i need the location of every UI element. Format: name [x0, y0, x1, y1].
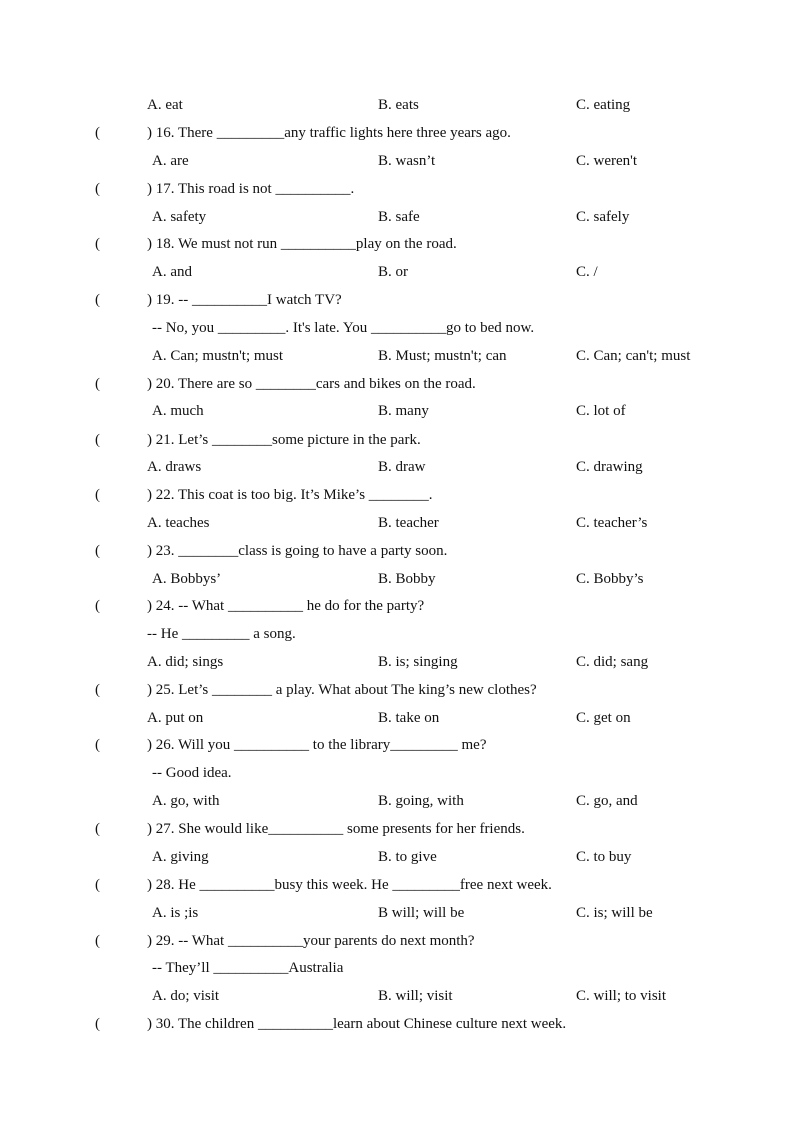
option-a: A. Bobbys’: [152, 571, 222, 587]
option-c: C. /: [576, 264, 598, 280]
question-16: [0, 123, 800, 143]
option-a: A. do; visit: [152, 988, 220, 1004]
options-row: [0, 847, 800, 867]
option-b: B. will; visit: [378, 988, 453, 1004]
question-response: -- He _________ a song.: [147, 626, 296, 642]
answer-paren: (: [95, 181, 100, 197]
question-21: [0, 430, 800, 450]
answer-paren: (: [95, 236, 100, 252]
option-c: C. go, and: [576, 793, 638, 809]
question-18: [0, 234, 800, 254]
question-subline: [0, 763, 800, 783]
option-b: B. going, with: [378, 793, 464, 809]
question-29: [0, 931, 800, 951]
answer-paren: (: [95, 1016, 100, 1032]
question-stem: ) 17. This road is not __________.: [147, 181, 355, 197]
option-c: C. will; to visit: [576, 988, 667, 1004]
option-c: C. get on: [576, 710, 631, 726]
option-a: A. go, with: [152, 793, 220, 809]
option-c: C. Bobby’s: [576, 571, 644, 587]
question-20: [0, 374, 800, 394]
option-a: A. eat: [147, 97, 183, 113]
question-subline: [0, 624, 800, 644]
option-b: B. wasn’t: [378, 153, 436, 169]
answer-paren: (: [95, 125, 100, 141]
question-stem: ) 19. -- __________I watch TV?: [147, 292, 342, 308]
option-a: A. giving: [152, 849, 209, 865]
options-row: [0, 151, 800, 171]
answer-paren: (: [95, 821, 100, 837]
options-row: [0, 457, 800, 477]
option-b: B. is; singing: [378, 654, 458, 670]
question-27: [0, 819, 800, 839]
question-stem: ) 20. There are so ________cars and bikes on the road.: [147, 376, 476, 392]
options-row: [0, 262, 800, 282]
options-row: [0, 791, 800, 811]
question-stem: ) 21. Let’s ________some picture in the park.: [147, 432, 421, 448]
option-a: A. and: [152, 264, 192, 280]
question-response: -- Good idea.: [152, 765, 232, 781]
option-a: A. put on: [147, 710, 204, 726]
answer-paren: (: [95, 598, 100, 614]
option-a: A. much: [152, 403, 204, 419]
option-a: A. teaches: [147, 515, 210, 531]
options-row: [0, 95, 800, 115]
option-a: A. did; sings: [147, 654, 224, 670]
answer-paren: (: [95, 543, 100, 559]
options-row: [0, 652, 800, 672]
question-19: [0, 290, 800, 310]
answer-paren: (: [95, 487, 100, 503]
option-c: C. to buy: [576, 849, 632, 865]
question-stem: ) 25. Let’s ________ a play. What about The king’s new clothes?: [147, 682, 537, 698]
option-b: B. take on: [378, 710, 440, 726]
option-b: B. to give: [378, 849, 437, 865]
options-row: [0, 986, 800, 1006]
option-c: C. weren't: [576, 153, 638, 169]
option-c: C. is; will be: [576, 905, 653, 921]
options-row: [0, 207, 800, 227]
option-a: A. safety: [152, 209, 207, 225]
question-stem: ) 30. The children __________learn about Chinese culture next week.: [147, 1016, 567, 1032]
question-stem: ) 23. ________class is going to have a party soon.: [147, 543, 448, 559]
option-a: A. are: [152, 153, 189, 169]
question-stem: ) 16. There _________any traffic lights here three years ago.: [147, 125, 511, 141]
options-row: [0, 708, 800, 728]
question-response: -- They’ll __________Australia: [152, 960, 344, 976]
options-row: [0, 346, 800, 366]
question-subline: [0, 318, 800, 338]
question-22: [0, 485, 800, 505]
question-stem: ) 27. She would like__________ some presents for her friends.: [147, 821, 525, 837]
option-c: C. drawing: [576, 459, 643, 475]
question-stem: ) 28. He __________busy this week. He _________free next week.: [147, 877, 552, 893]
options-row: [0, 401, 800, 421]
question-response: -- No, you _________. It's late. You __________go to bed now.: [152, 320, 535, 336]
question-subline: [0, 958, 800, 978]
question-28: [0, 875, 800, 895]
option-a: A. draws: [147, 459, 202, 475]
option-c: C. safely: [576, 209, 630, 225]
option-c: C. did; sang: [576, 654, 649, 670]
option-b: B. many: [378, 403, 429, 419]
option-a: A. Can; mustn't; must: [152, 348, 284, 364]
option-c: C. lot of: [576, 403, 626, 419]
option-b: B. teacher: [378, 515, 439, 531]
question-stem: ) 18. We must not run __________play on the road.: [147, 236, 457, 252]
options-row: [0, 903, 800, 923]
question-30: [0, 1014, 800, 1034]
question-26: [0, 735, 800, 755]
answer-paren: (: [95, 682, 100, 698]
answer-paren: (: [95, 376, 100, 392]
question-stem: ) 26. Will you __________ to the library_________ me?: [147, 737, 487, 753]
option-c: C. Can; can't; must: [576, 348, 691, 364]
answer-paren: (: [95, 933, 100, 949]
options-row: [0, 513, 800, 533]
question-24: [0, 596, 800, 616]
question-23: [0, 541, 800, 561]
option-b: B. draw: [378, 459, 426, 475]
answer-paren: (: [95, 292, 100, 308]
question-17: [0, 179, 800, 199]
option-b: B. eats: [378, 97, 419, 113]
option-b: B will; will be: [378, 905, 465, 921]
options-row: [0, 569, 800, 589]
option-b: B. or: [378, 264, 408, 280]
question-stem: ) 29. -- What __________your parents do next month?: [147, 933, 475, 949]
answer-paren: (: [95, 432, 100, 448]
answer-paren: (: [95, 877, 100, 893]
option-c: C. teacher’s: [576, 515, 648, 531]
answer-paren: (: [95, 737, 100, 753]
option-b: B. safe: [378, 209, 420, 225]
option-c: C. eating: [576, 97, 631, 113]
question-25: [0, 680, 800, 700]
option-b: B. Bobby: [378, 571, 436, 587]
question-stem: ) 24. -- What __________ he do for the party?: [147, 598, 425, 614]
question-stem: ) 22. This coat is too big. It’s Mike’s ________.: [147, 487, 433, 503]
option-b: B. Must; mustn't; can: [378, 348, 507, 364]
option-a: A. is ;is: [152, 905, 199, 921]
